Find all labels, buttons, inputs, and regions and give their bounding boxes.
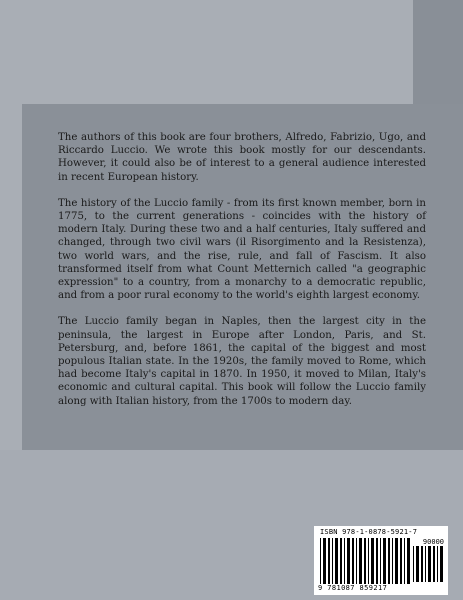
top-band bbox=[0, 0, 463, 104]
paragraph-authors: The authors of this book are four brothers, Alfredo, Fabrizio, Ugo, and Riccardo Luccio. We wrote this book mostly for our descendants. However, it could also be of interest to a general audience interested in recent European history. bbox=[58, 132, 426, 183]
barcode-digits: 9 781087 859217 bbox=[318, 584, 388, 592]
paragraph-history: The history of the Luccio family - from its first known member, born in 1775, to the current generations - coincides with the history of modern Italy. During these two and a half centuries, Italy suffered and changed, through two civil wars (il Risorgimento and la Resistenza), two world wars, and the rise, rule, and fall of Fascism. It also transformed itself from what Count Metternich called "a geographic expression" to a country, from a monarchy to a democratic republic, and from a poor rural economy to the world's eighth largest economy. bbox=[58, 197, 426, 302]
isbn-barcode bbox=[314, 526, 448, 595]
barcode-bars-icon bbox=[320, 538, 412, 584]
text-panel-left-strip bbox=[0, 104, 22, 450]
price-barcode-bars-icon bbox=[413, 546, 443, 582]
top-band-accent bbox=[413, 0, 463, 104]
paragraph-cities: The Luccio family began in Naples, then the largest city in the peninsula, the largest in Europe after London, Paris, and St. Petersburg, and, before 1861, the capital of the biggest and most populous Italian state. In the 1920s, the family moved to Rome, which had become Italy's capital in 1870. In 1950, it moved to Milan, Italy's economic and cultural capital. This book will follow the Luccio family along with Italian history, from the 1700s to modern day. bbox=[58, 316, 426, 407]
price-code: 90000 bbox=[422, 538, 444, 546]
back-cover-text bbox=[58, 131, 426, 421]
isbn-text: ISBN 978-1-0878-5921-7 bbox=[320, 528, 418, 536]
